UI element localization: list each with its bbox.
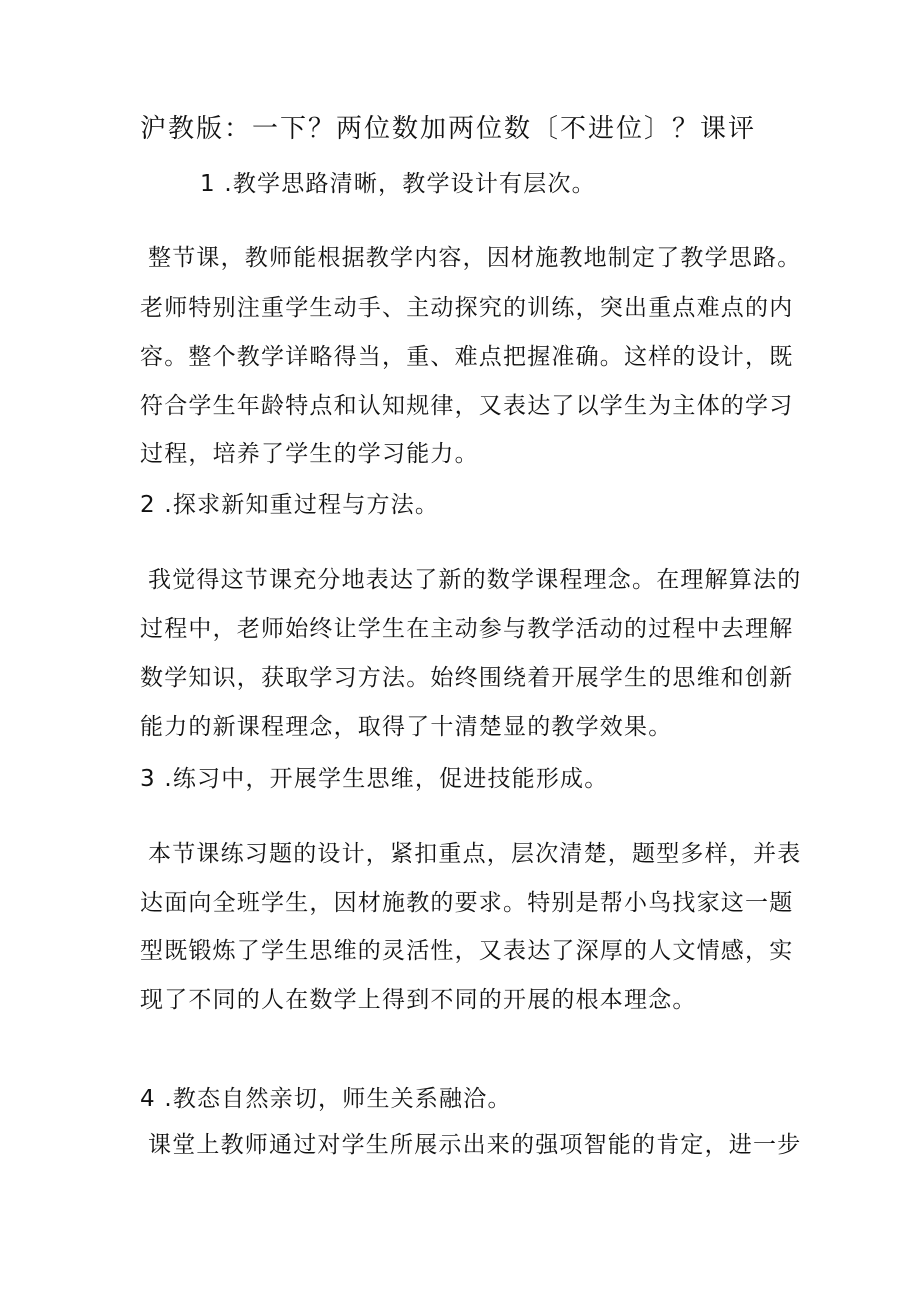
section-2-heading: 2 .探求新知重过程与方法。 bbox=[140, 492, 440, 518]
section-4-paragraph-line: 课堂上教师通过对学生所展示出来的强项智能的肯定，进一步 bbox=[148, 1132, 802, 1158]
document-title: 沪教版：一下？两位数加两位数〔不进位〕？课评 bbox=[140, 114, 757, 144]
section-3-heading: 3 .练习中，开展学生思维，促进技能形成。 bbox=[140, 766, 609, 792]
section-3-paragraph-line: 本节课练习题的设计，紧扣重点，层次清楚，题型多样，并表 bbox=[148, 841, 802, 867]
section-1-paragraph-line: 整节课，教师能根据教学内容，因材施教地制定了教学思路。 bbox=[148, 245, 802, 271]
section-3-paragraph-line: 达面向全班学生，因材施教的要求。特别是帮小鸟找家这一题 bbox=[140, 890, 794, 916]
section-3-paragraph-line: 型既锻炼了学生思维的灵活性，又表达了深厚的人文情感，实 bbox=[140, 938, 794, 964]
section-2-paragraph-line: 我觉得这节课充分地表达了新的数学课程理念。在理解算法的 bbox=[148, 567, 802, 593]
section-1-paragraph-line: 符合学生年龄特点和认知规律，又表达了以学生为主体的学习 bbox=[140, 393, 794, 419]
section-1-paragraph-line: 容。整个教学详略得当，重、难点把握准确。这样的设计，既 bbox=[140, 344, 794, 370]
section-3-paragraph-line: 现了不同的人在数学上得到不同的开展的根本理念。 bbox=[140, 987, 697, 1013]
section-1-paragraph-line: 老师特别注重学生动手、主动探究的训练，突出重点难点的内 bbox=[140, 295, 794, 321]
section-1-paragraph-line: 过程，培养了学生的学习能力。 bbox=[140, 441, 479, 467]
section-2-paragraph-line: 过程中，老师始终让学生在主动参与教学活动的过程中去理解 bbox=[140, 616, 794, 642]
section-2-paragraph-line: 能力的新课程理念，取得了十清楚显的教学效果。 bbox=[140, 714, 673, 740]
section-2-paragraph-line: 数学知识，获取学习方法。始终围绕着开展学生的思维和创新 bbox=[140, 665, 794, 691]
section-4-heading: 4 .教态自然亲切，师生关系融洽。 bbox=[140, 1086, 512, 1112]
section-1-heading: 1 .教学思路清晰，教学设计有层次。 bbox=[200, 171, 596, 197]
